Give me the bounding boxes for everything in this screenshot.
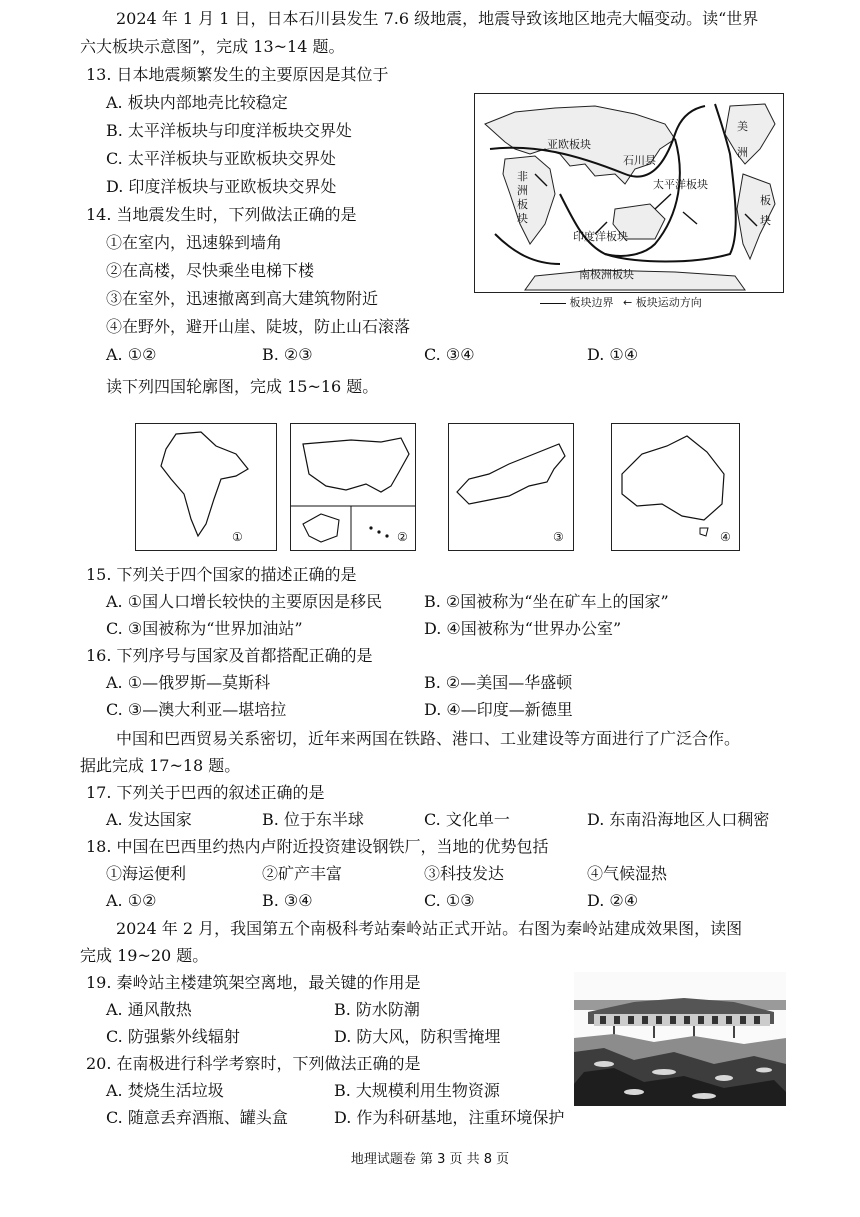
q17-option-b: B. 位于东半球 <box>262 810 364 829</box>
map-label-indian: 印度洋板块 <box>573 230 628 243</box>
q14-item-1: ①在室内，迅速躲到墙角 <box>106 233 283 252</box>
q17-option-a: A. 发达国家 <box>106 810 192 829</box>
page-footer: 地理试题卷 第 3 页 共 8 页 <box>350 1152 510 1167</box>
q14-stem: 14. 当地震发生时，下列做法正确的是 <box>86 205 357 224</box>
q14-option-b: B. ②③ <box>262 345 313 364</box>
india-shape <box>136 424 276 550</box>
outline-mark-4: ④ <box>720 530 731 544</box>
map-label-ishikawa: 石川县 <box>623 154 656 167</box>
q16-stem: 16. 下列序号与国家及首都搭配正确的是 <box>86 646 373 665</box>
outline-australia <box>611 423 740 551</box>
q20-option-a: A. 焚烧生活垃圾 <box>106 1081 224 1100</box>
q18-item-2: ②矿产丰富 <box>262 864 343 883</box>
map-label-africa-2: 洲 <box>517 184 528 197</box>
intro-13-14-line2: 六大板块示意图”，完成 13~14 题。 <box>80 37 345 56</box>
legend-boundary-line <box>540 303 566 304</box>
outline-usa <box>290 423 416 551</box>
q20-option-d: D. 作为科研基地，注重环境保护 <box>334 1108 565 1127</box>
world-plates-map <box>474 93 784 293</box>
q19-option-b: B. 防水防潮 <box>334 1000 420 1019</box>
q19-option-d: D. 防大风，防积雪掩埋 <box>334 1027 501 1046</box>
q18-item-4: ④气候湿热 <box>587 864 668 883</box>
q18-option-d: D. ②④ <box>587 891 639 910</box>
intro-17-18-line2: 据此完成 17~18 题。 <box>80 756 241 775</box>
q18-item-3: ③科技发达 <box>424 864 505 883</box>
q18-stem: 18. 中国在巴西里约热内卢附近投资建设钢铁厂，当地的优势包括 <box>86 837 549 856</box>
q15-option-a: A. ①国人口增长较快的主要原因是移民 <box>106 592 383 611</box>
intro-15-16: 读下列四国轮廓图，完成 15~16 题。 <box>106 377 379 396</box>
q13-option-b: B. 太平洋板块与印度洋板块交界处 <box>106 121 352 140</box>
outline-mark-3: ③ <box>553 530 564 544</box>
intro-19-20-line1: 2024 年 2 月，我国第五个南极科考站秦岭站正式开站。右图为秦岭站建成效果图，读图 <box>116 919 743 938</box>
q15-stem: 15. 下列关于四个国家的描述正确的是 <box>86 565 357 584</box>
legend-arrow-icon: ← <box>623 296 633 309</box>
map-label-america-2: 洲 <box>737 146 748 159</box>
q17-stem: 17. 下列关于巴西的叙述正确的是 <box>86 783 325 802</box>
q13-option-d: D. 印度洋板块与亚欧板块交界处 <box>106 177 337 196</box>
intro-13-14-line1: 2024 年 1 月 1 日，日本石川县发生 7.6 级地震，地震导致该地区地壳大幅变动。读“世界 <box>116 9 759 28</box>
legend-motion-label: 板块运动方向 <box>635 296 702 309</box>
q14-option-a: A. ①② <box>106 345 157 364</box>
outline-mark-1: ① <box>232 530 243 544</box>
q14-item-3: ③在室外，迅速撤离到高大建筑物附近 <box>106 289 379 308</box>
q18-item-1: ①海运便利 <box>106 864 187 883</box>
legend-boundary-label: 板块边界 <box>569 296 614 309</box>
q20-option-c: C. 随意丢弃酒瓶、罐头盒 <box>106 1108 288 1127</box>
map-label-africa-3: 板 <box>517 198 528 211</box>
q19-stem: 19. 秦岭站主楼建筑架空离地，最关键的作用是 <box>86 973 421 992</box>
map-label-pacific: 太平洋板块 <box>653 178 708 191</box>
q16-option-c: C. ③—澳大利亚—堪培拉 <box>106 700 287 719</box>
map-legend <box>540 294 702 310</box>
q16-option-a: A. ①—俄罗斯—莫斯科 <box>106 673 271 692</box>
q17-option-c: C. 文化单一 <box>424 810 510 829</box>
intro-19-20-line2: 完成 19~20 题。 <box>80 946 209 965</box>
q20-stem: 20. 在南极进行科学考察时，下列做法正确的是 <box>86 1054 421 1073</box>
q14-option-c: C. ③④ <box>424 345 475 364</box>
q18-option-b: B. ③④ <box>262 891 313 910</box>
q13-option-c: C. 太平洋板块与亚欧板块交界处 <box>106 149 336 168</box>
outline-russia <box>448 423 574 551</box>
q18-option-c: C. ①③ <box>424 891 475 910</box>
q15-option-c: C. ③国被称为“世界加油站” <box>106 619 303 638</box>
q16-option-b: B. ②—美国—华盛顿 <box>424 673 573 692</box>
map-label-america-1: 美 <box>737 120 748 133</box>
q15-option-d: D. ④国被称为“世界办公室” <box>424 619 622 638</box>
outline-mark-2: ② <box>397 530 408 544</box>
q18-option-a: A. ①② <box>106 891 157 910</box>
q13-stem: 13. 日本地震频繁发生的主要原因是其位于 <box>86 65 389 84</box>
q14-option-d: D. ①④ <box>587 345 639 364</box>
intro-17-18-line1: 中国和巴西贸易关系密切，近年来两国在铁路、港口、工业建设等方面进行了广泛合作。 <box>116 729 741 748</box>
outline-india <box>135 423 277 551</box>
q19-option-a: A. 通风散热 <box>106 1000 192 1019</box>
q15-option-b: B. ②国被称为“坐在矿车上的国家” <box>424 592 669 611</box>
q14-item-4: ④在野外，避开山崖、陡坡，防止山石滚落 <box>106 317 411 336</box>
map-label-america-3: 板 <box>760 194 771 207</box>
q19-option-c: C. 防强紫外线辐射 <box>106 1027 240 1046</box>
q14-item-2: ②在高楼，尽快乘坐电梯下楼 <box>106 261 315 280</box>
map-label-america-4: 块 <box>760 214 771 227</box>
q16-option-d: D. ④—印度—新德里 <box>424 700 573 719</box>
q13-option-a: A. 板块内部地壳比较稳定 <box>106 93 288 112</box>
q17-option-d: D. 东南沿海地区人口稠密 <box>587 810 770 829</box>
q20-option-b: B. 大规模利用生物资源 <box>334 1081 500 1100</box>
map-label-africa-1: 非 <box>517 170 528 183</box>
map-label-eurasia: 亚欧板块 <box>547 138 591 151</box>
qinling-station-photo <box>574 972 786 1106</box>
map-label-africa-4: 块 <box>517 212 528 225</box>
qinling-station-drawing <box>574 972 786 1106</box>
map-label-antarctic: 南极洲板块 <box>579 268 634 281</box>
